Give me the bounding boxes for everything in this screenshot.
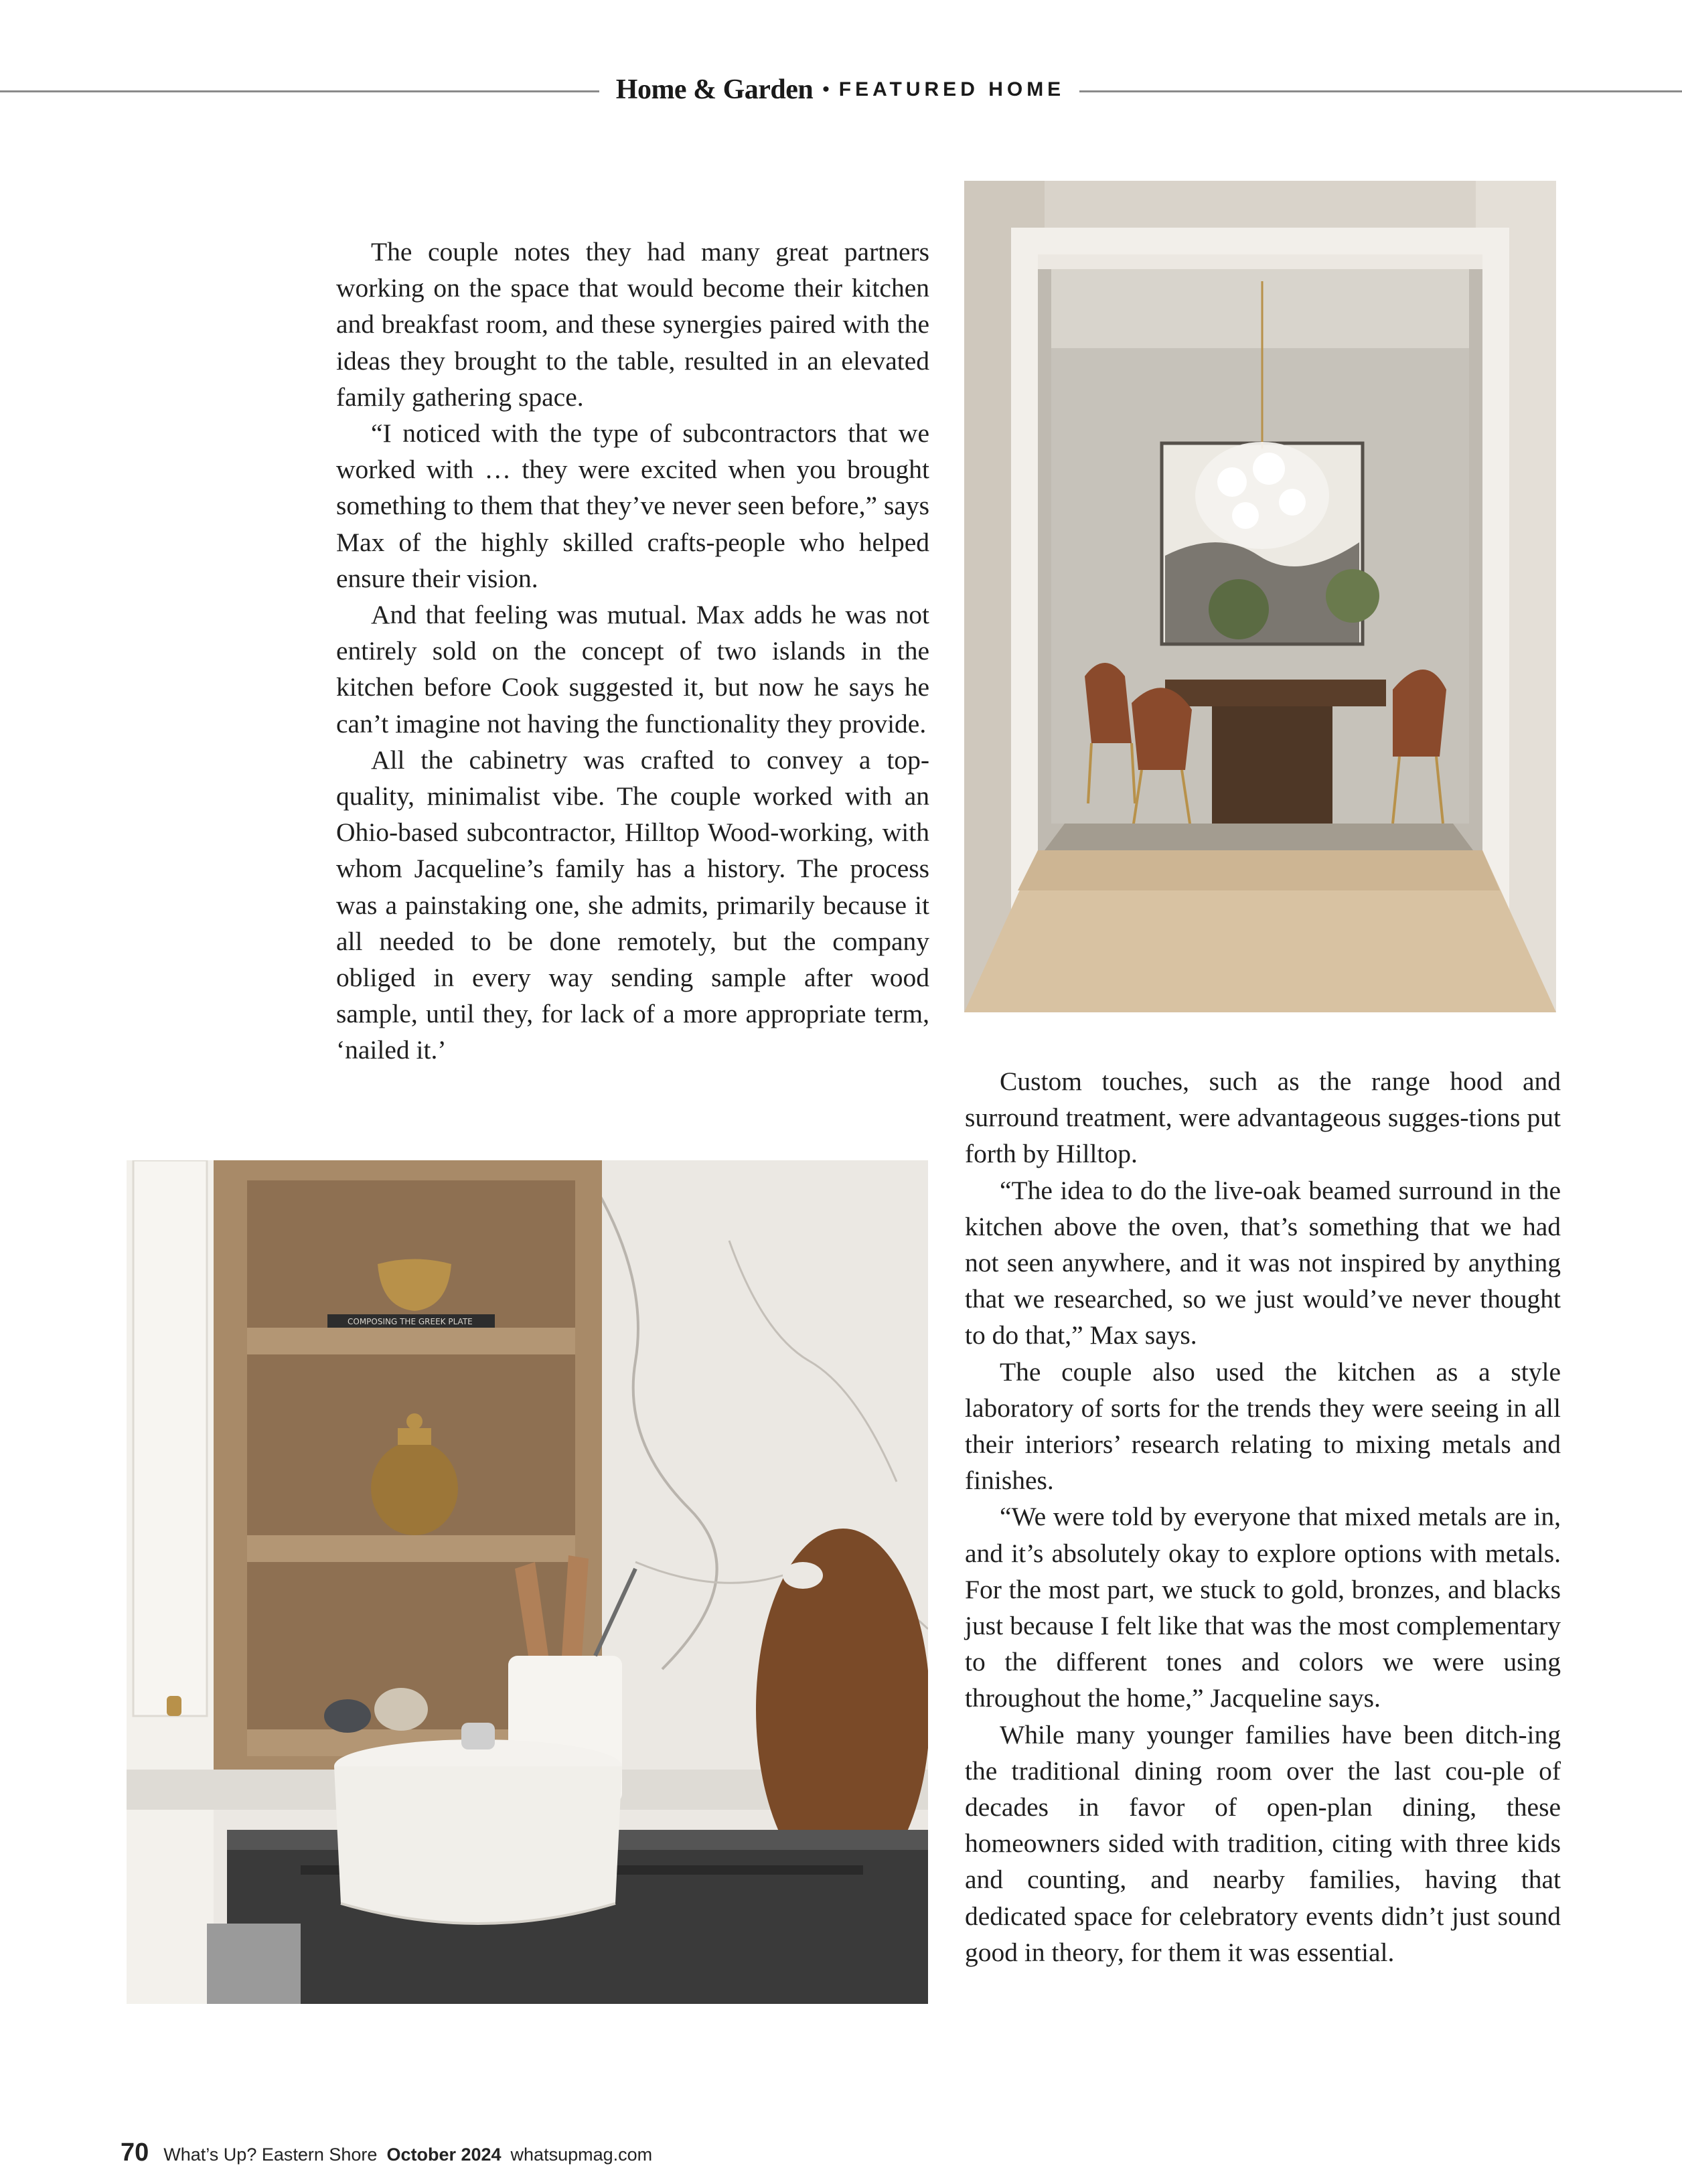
header-separator: • (822, 78, 830, 100)
page-footer (121, 2138, 652, 2172)
issue-date: October 2024 (386, 2144, 502, 2165)
paragraph: “We were told by everyone that mixed metals are in, and it’s absolutely okay to explore options with metals. For the most part, we stuck to gold, bronzes, and blacks just because I felt like that was the most complementary to the different tones and colors we were using throughout the home,” Jacqueline says. (965, 1502, 1561, 1713)
paragraph: Custom touches, such as the range hood and surround treatment, were advantageous sugges-tions put forth by Hilltop. (965, 1067, 1561, 1169)
page-number: 70 (121, 2138, 149, 2167)
paragraph: All the cabinetry was crafted to convey a top-quality, minimalist vibe. The couple worked with an Ohio-based subcontractor, Hilltop Wood-working, with whom Jacqueline’s family has a history. The process was a painstaking one, she admits, primarily because it all needed to be done remotely, but the company obliged in every way sending sample after wood sample, until they, for lack of a more appropriate term, ‘nailed it.’ (336, 745, 929, 1065)
article-column-right (965, 1063, 1561, 1970)
header-rule-left (0, 90, 599, 92)
paragraph: “The idea to do the live-oak beamed surround in the kitchen above the oven, that’s something that we had not seen anywhere, and it was not inspired by anything that we researched, so we just would’ve never thought to do that,” Max says. (965, 1175, 1561, 1350)
paragraph: While many younger families have been ditch-ing the traditional dining room over the last cou-ple of decades in favor of open-plan dining, these homeowners sided with tradition, citing with three kids and counting, and nearby families, having that dedicated space for celebratory events didn’t just sound good in theory, for them it was essential. (965, 1719, 1561, 1967)
section-kicker: FEATURED HOME (838, 78, 1065, 100)
dining-room-photo (964, 181, 1556, 1012)
paragraph: The couple also used the kitchen as a style laboratory of sorts for the trends they were seeing in all their interiors’ research relating to mixing metals and finishes. (965, 1356, 1561, 1496)
magazine-name: What’s Up? Eastern Shore (163, 2144, 378, 2165)
paragraph: “I noticed with the type of subcontractors that we worked with … they were excited when you brought something to them that they’ve never seen before,” says Max of the highly skilled crafts-people who helped ensure their vision. (336, 418, 929, 593)
book-spine-text: COMPOSING THE GREEK PLATE (348, 1317, 473, 1326)
kitchen-shelf-photo (127, 1160, 928, 2004)
running-header (609, 70, 1071, 110)
website-link[interactable]: whatsupmag.com (510, 2144, 653, 2165)
section-name: Home & Garden (615, 74, 814, 105)
article-column-left (336, 234, 929, 1069)
kitchen-illustration (127, 1160, 928, 2004)
header-rule-right (1079, 90, 1682, 92)
paragraph: The couple notes they had many great partners working on the space that would become their kitchen and breakfast room, and these synergies paired with the ideas they brought to the table, resulted in an elevated family gathering space. (336, 237, 929, 412)
dining-room-illustration (964, 181, 1556, 1012)
paragraph: And that feeling was mutual. Max adds he was not entirely sold on the concept of two islands in the kitchen before Cook suggested it, but now he says he can’t imagine not having the functionality they provide. (336, 600, 929, 738)
